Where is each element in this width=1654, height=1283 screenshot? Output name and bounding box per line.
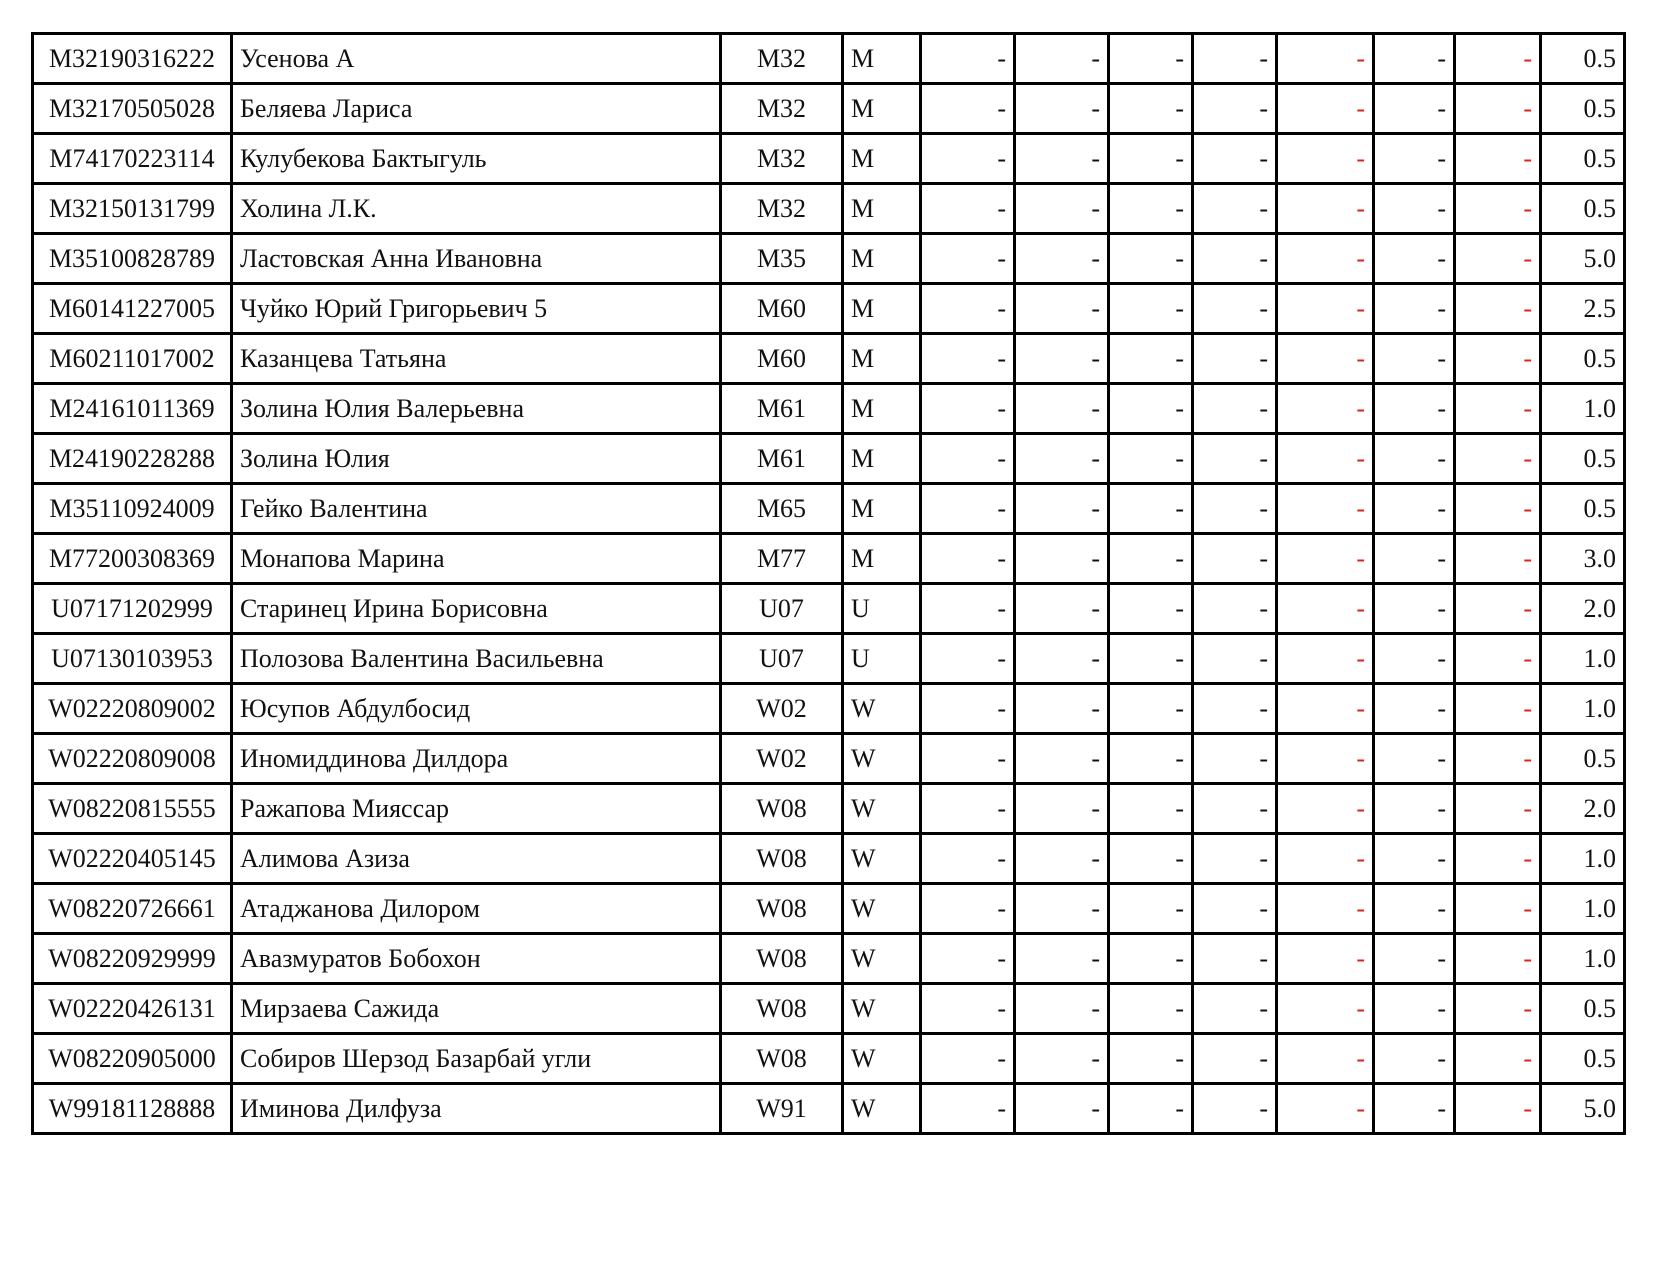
mark-cell: - — [1109, 434, 1193, 484]
mark-cell: - — [1109, 984, 1193, 1034]
category-cell: M — [843, 284, 921, 334]
mark-cell: - — [1193, 484, 1277, 534]
mark-cell: - — [1277, 34, 1374, 84]
mark-cell: - — [1277, 334, 1374, 384]
mark-cell: - — [1374, 834, 1455, 884]
mark-cell: - — [921, 284, 1015, 334]
mark-cell: - — [1455, 384, 1541, 434]
participant-name-cell: Алимова Азиза — [232, 834, 721, 884]
score-cell: 0.5 — [1541, 34, 1625, 84]
mark-cell: - — [1193, 634, 1277, 684]
score-cell: 1.0 — [1541, 384, 1625, 434]
score-cell: 0.5 — [1541, 984, 1625, 1034]
mark-cell: - — [921, 684, 1015, 734]
mark-cell: - — [1455, 684, 1541, 734]
mark-cell: - — [1109, 34, 1193, 84]
mark-cell: - — [1277, 684, 1374, 734]
mark-cell: - — [1455, 634, 1541, 684]
participant-id-cell: W08220815555 — [33, 784, 232, 834]
mark-cell: - — [1109, 634, 1193, 684]
mark-cell: - — [921, 834, 1015, 884]
mark-cell: - — [1109, 334, 1193, 384]
participant-name-cell: Холина Л.К. — [232, 184, 721, 234]
mark-cell: - — [1277, 134, 1374, 184]
mark-cell: - — [1015, 134, 1109, 184]
table-row — [33, 834, 1625, 884]
group-code-cell: M60 — [721, 284, 843, 334]
table-row — [33, 484, 1625, 534]
mark-cell: - — [1374, 384, 1455, 434]
mark-cell: - — [1455, 334, 1541, 384]
score-cell: 1.0 — [1541, 834, 1625, 884]
mark-cell: - — [921, 934, 1015, 984]
participant-id-cell: M32170505028 — [33, 84, 232, 134]
table-row — [33, 84, 1625, 134]
mark-cell: - — [1015, 334, 1109, 384]
mark-cell: - — [1193, 784, 1277, 834]
participant-id-cell: U07130103953 — [33, 634, 232, 684]
mark-cell: - — [921, 1034, 1015, 1084]
participant-id-cell: M24161011369 — [33, 384, 232, 434]
mark-cell: - — [1374, 1034, 1455, 1084]
group-code-cell: W08 — [721, 884, 843, 934]
mark-cell: - — [921, 734, 1015, 784]
group-code-cell: M32 — [721, 184, 843, 234]
participant-name-cell: Полозова Валентина Васильевна — [232, 634, 721, 684]
score-cell: 1.0 — [1541, 634, 1625, 684]
category-cell: W — [843, 684, 921, 734]
table-row — [33, 784, 1625, 834]
mark-cell: - — [1109, 384, 1193, 434]
score-cell: 0.5 — [1541, 734, 1625, 784]
mark-cell: - — [1277, 384, 1374, 434]
mark-cell: - — [1277, 584, 1374, 634]
mark-cell: - — [921, 384, 1015, 434]
mark-cell: - — [1455, 184, 1541, 234]
mark-cell: - — [1193, 34, 1277, 84]
mark-cell: - — [1015, 684, 1109, 734]
table-row — [33, 634, 1625, 684]
participant-name-cell: Усенова А — [232, 34, 721, 84]
table-row — [33, 734, 1625, 784]
category-cell: U — [843, 634, 921, 684]
mark-cell: - — [1015, 1034, 1109, 1084]
mark-cell: - — [1277, 1034, 1374, 1084]
participant-name-cell: Золина Юлия Валерьевна — [232, 384, 721, 434]
mark-cell: - — [921, 784, 1015, 834]
mark-cell: - — [1193, 584, 1277, 634]
mark-cell: - — [1015, 584, 1109, 634]
mark-cell: - — [921, 884, 1015, 934]
participant-name-cell: Старинец Ирина Борисовна — [232, 584, 721, 634]
table-row — [33, 134, 1625, 184]
mark-cell: - — [1374, 134, 1455, 184]
mark-cell: - — [1374, 734, 1455, 784]
mark-cell: - — [1455, 584, 1541, 634]
score-cell: 2.0 — [1541, 584, 1625, 634]
table-row — [33, 934, 1625, 984]
mark-cell: - — [1109, 1034, 1193, 1084]
category-cell: W — [843, 984, 921, 1034]
table-row — [33, 384, 1625, 434]
mark-cell: - — [1193, 1084, 1277, 1134]
group-code-cell: W02 — [721, 684, 843, 734]
category-cell: W — [843, 784, 921, 834]
mark-cell: - — [921, 134, 1015, 184]
participant-name-cell: Авазмуратов Бобохон — [232, 934, 721, 984]
participant-id-cell: M60211017002 — [33, 334, 232, 384]
participant-name-cell: Гейко Валентина — [232, 484, 721, 534]
group-code-cell: M65 — [721, 484, 843, 534]
participant-id-cell: W99181128888 — [33, 1084, 232, 1134]
mark-cell: - — [1455, 484, 1541, 534]
mark-cell: - — [1277, 1084, 1374, 1134]
mark-cell: - — [1374, 984, 1455, 1034]
participant-name-cell: Чуйко Юрий Григорьевич 5 — [232, 284, 721, 334]
mark-cell: - — [1109, 1084, 1193, 1134]
mark-cell: - — [1015, 984, 1109, 1034]
mark-cell: - — [1277, 284, 1374, 334]
participant-id-cell: W02220809008 — [33, 734, 232, 784]
participant-id-cell: W02220426131 — [33, 984, 232, 1034]
category-cell: W — [843, 1034, 921, 1084]
mark-cell: - — [1193, 434, 1277, 484]
score-cell: 0.5 — [1541, 434, 1625, 484]
score-cell: 1.0 — [1541, 884, 1625, 934]
group-code-cell: W08 — [721, 934, 843, 984]
mark-cell: - — [921, 484, 1015, 534]
mark-cell: - — [1015, 184, 1109, 234]
table-row — [33, 534, 1625, 584]
mark-cell: - — [1374, 684, 1455, 734]
participant-id-cell: W08220905000 — [33, 1034, 232, 1084]
mark-cell: - — [1374, 184, 1455, 234]
mark-cell: - — [1455, 834, 1541, 884]
mark-cell: - — [1015, 234, 1109, 284]
mark-cell: - — [1109, 684, 1193, 734]
mark-cell: - — [1374, 434, 1455, 484]
mark-cell: - — [1109, 284, 1193, 334]
category-cell: M — [843, 384, 921, 434]
mark-cell: - — [1193, 84, 1277, 134]
participant-name-cell: Золина Юлия — [232, 434, 721, 484]
table-row — [33, 334, 1625, 384]
group-code-cell: M60 — [721, 334, 843, 384]
table-row — [33, 434, 1625, 484]
mark-cell: - — [1193, 534, 1277, 584]
score-cell: 0.5 — [1541, 1034, 1625, 1084]
mark-cell: - — [1109, 534, 1193, 584]
mark-cell: - — [1193, 834, 1277, 884]
category-cell: M — [843, 134, 921, 184]
mark-cell: - — [1374, 634, 1455, 684]
mark-cell: - — [1193, 134, 1277, 184]
participant-id-cell: M77200308369 — [33, 534, 232, 584]
participant-id-cell: W02220809002 — [33, 684, 232, 734]
mark-cell: - — [1455, 234, 1541, 284]
mark-cell: - — [1455, 934, 1541, 984]
score-cell: 0.5 — [1541, 84, 1625, 134]
mark-cell: - — [1193, 384, 1277, 434]
participant-id-cell: W08220726661 — [33, 884, 232, 934]
mark-cell: - — [1193, 334, 1277, 384]
mark-cell: - — [921, 184, 1015, 234]
mark-cell: - — [921, 984, 1015, 1034]
category-cell: M — [843, 184, 921, 234]
mark-cell: - — [1455, 1084, 1541, 1134]
participant-name-cell: Иномиддинова Дилдора — [232, 734, 721, 784]
mark-cell: - — [921, 634, 1015, 684]
score-cell: 2.5 — [1541, 284, 1625, 334]
mark-cell: - — [1109, 584, 1193, 634]
mark-cell: - — [921, 1084, 1015, 1134]
mark-cell: - — [1015, 1084, 1109, 1134]
mark-cell: - — [1277, 534, 1374, 584]
mark-cell: - — [1109, 934, 1193, 984]
mark-cell: - — [1455, 134, 1541, 184]
group-code-cell: U07 — [721, 584, 843, 634]
table-row — [33, 34, 1625, 84]
participant-id-cell: W02220405145 — [33, 834, 232, 884]
mark-cell: - — [1109, 884, 1193, 934]
table-body — [33, 34, 1625, 1134]
category-cell: M — [843, 84, 921, 134]
group-code-cell: W08 — [721, 784, 843, 834]
category-cell: M — [843, 484, 921, 534]
participant-name-cell: Атаджанова Дилором — [232, 884, 721, 934]
mark-cell: - — [1374, 84, 1455, 134]
mark-cell: - — [1455, 284, 1541, 334]
mark-cell: - — [1015, 434, 1109, 484]
category-cell: W — [843, 834, 921, 884]
mark-cell: - — [1015, 934, 1109, 984]
table-row — [33, 1034, 1625, 1084]
mark-cell: - — [1015, 734, 1109, 784]
table-row — [33, 184, 1625, 234]
participant-name-cell: Кулубекова Бактыгуль — [232, 134, 721, 184]
mark-cell: - — [1277, 984, 1374, 1034]
mark-cell: - — [1015, 634, 1109, 684]
mark-cell: - — [1193, 1034, 1277, 1084]
mark-cell: - — [1015, 384, 1109, 434]
group-code-cell: W91 — [721, 1084, 843, 1134]
group-code-cell: M32 — [721, 34, 843, 84]
score-cell: 1.0 — [1541, 684, 1625, 734]
participant-name-cell: Собиров Шерзод Базарбай угли — [232, 1034, 721, 1084]
mark-cell: - — [1109, 834, 1193, 884]
mark-cell: - — [921, 234, 1015, 284]
mark-cell: - — [1109, 734, 1193, 784]
participant-name-cell: Ластовская Анна Ивановна — [232, 234, 721, 284]
mark-cell: - — [1109, 84, 1193, 134]
mark-cell: - — [1109, 134, 1193, 184]
mark-cell: - — [1374, 1084, 1455, 1134]
mark-cell: - — [1277, 484, 1374, 534]
mark-cell: - — [1277, 734, 1374, 784]
mark-cell: - — [1015, 34, 1109, 84]
category-cell: M — [843, 434, 921, 484]
mark-cell: - — [921, 584, 1015, 634]
mark-cell: - — [1277, 784, 1374, 834]
score-cell: 0.5 — [1541, 184, 1625, 234]
mark-cell: - — [1277, 184, 1374, 234]
participant-id-cell: M35100828789 — [33, 234, 232, 284]
mark-cell: - — [1374, 884, 1455, 934]
mark-cell: - — [1193, 284, 1277, 334]
category-cell: W — [843, 884, 921, 934]
group-code-cell: M61 — [721, 434, 843, 484]
category-cell: W — [843, 734, 921, 784]
mark-cell: - — [1277, 634, 1374, 684]
score-cell: 0.5 — [1541, 134, 1625, 184]
category-cell: M — [843, 334, 921, 384]
table-row — [33, 584, 1625, 634]
participant-name-cell: Казанцева Татьяна — [232, 334, 721, 384]
participant-name-cell: Юсупов Абдулбосид — [232, 684, 721, 734]
group-code-cell: M77 — [721, 534, 843, 584]
group-code-cell: W08 — [721, 834, 843, 884]
mark-cell: - — [1109, 184, 1193, 234]
group-code-cell: W08 — [721, 984, 843, 1034]
mark-cell: - — [921, 34, 1015, 84]
category-cell: M — [843, 234, 921, 284]
category-cell: M — [843, 34, 921, 84]
mark-cell: - — [1455, 1034, 1541, 1084]
mark-cell: - — [1015, 784, 1109, 834]
mark-cell: - — [1277, 834, 1374, 884]
category-cell: W — [843, 934, 921, 984]
category-cell: U — [843, 584, 921, 634]
mark-cell: - — [1455, 734, 1541, 784]
participant-id-cell: M32190316222 — [33, 34, 232, 84]
score-cell: 3.0 — [1541, 534, 1625, 584]
score-cell: 0.5 — [1541, 484, 1625, 534]
mark-cell: - — [1374, 234, 1455, 284]
group-code-cell: U07 — [721, 634, 843, 684]
participant-id-cell: M35110924009 — [33, 484, 232, 534]
participant-id-cell: M60141227005 — [33, 284, 232, 334]
mark-cell: - — [1455, 884, 1541, 934]
score-cell: 0.5 — [1541, 334, 1625, 384]
table-row — [33, 1084, 1625, 1134]
participant-id-cell: M24190228288 — [33, 434, 232, 484]
participant-name-cell: Беляева Лариса — [232, 84, 721, 134]
mark-cell: - — [1015, 884, 1109, 934]
group-code-cell: W02 — [721, 734, 843, 784]
mark-cell: - — [1374, 784, 1455, 834]
score-cell: 2.0 — [1541, 784, 1625, 834]
score-cell: 1.0 — [1541, 934, 1625, 984]
mark-cell: - — [1455, 784, 1541, 834]
mark-cell: - — [1109, 484, 1193, 534]
participant-id-cell: W08220929999 — [33, 934, 232, 984]
group-code-cell: M61 — [721, 384, 843, 434]
mark-cell: - — [1193, 984, 1277, 1034]
mark-cell: - — [1455, 534, 1541, 584]
mark-cell: - — [1374, 334, 1455, 384]
mark-cell: - — [1277, 84, 1374, 134]
group-code-cell: M35 — [721, 234, 843, 284]
participant-id-cell: M32150131799 — [33, 184, 232, 234]
participant-name-cell: Ражапова Мияссар — [232, 784, 721, 834]
mark-cell: - — [1109, 234, 1193, 284]
mark-cell: - — [1374, 284, 1455, 334]
category-cell: M — [843, 534, 921, 584]
table-row — [33, 234, 1625, 284]
mark-cell: - — [1277, 234, 1374, 284]
mark-cell: - — [1193, 184, 1277, 234]
participant-name-cell: Мирзаева Сажида — [232, 984, 721, 1034]
mark-cell: - — [1455, 84, 1541, 134]
score-cell: 5.0 — [1541, 1084, 1625, 1134]
score-cell: 5.0 — [1541, 234, 1625, 284]
mark-cell: - — [1015, 284, 1109, 334]
table-row — [33, 984, 1625, 1034]
mark-cell: - — [921, 434, 1015, 484]
mark-cell: - — [921, 84, 1015, 134]
participant-id-cell: U07171202999 — [33, 584, 232, 634]
mark-cell: - — [1193, 934, 1277, 984]
participant-name-cell: Иминова Дилфуза — [232, 1084, 721, 1134]
mark-cell: - — [1374, 934, 1455, 984]
participant-name-cell: Монапова Марина — [232, 534, 721, 584]
mark-cell: - — [921, 334, 1015, 384]
mark-cell: - — [1193, 734, 1277, 784]
mark-cell: - — [1374, 534, 1455, 584]
mark-cell: - — [1109, 784, 1193, 834]
mark-cell: - — [1193, 884, 1277, 934]
mark-cell: - — [1455, 434, 1541, 484]
mark-cell: - — [1015, 484, 1109, 534]
mark-cell: - — [921, 534, 1015, 584]
results-table — [31, 32, 1626, 1135]
mark-cell: - — [1277, 434, 1374, 484]
mark-cell: - — [1455, 984, 1541, 1034]
table-row — [33, 284, 1625, 334]
mark-cell: - — [1277, 884, 1374, 934]
mark-cell: - — [1015, 834, 1109, 884]
mark-cell: - — [1193, 684, 1277, 734]
mark-cell: - — [1374, 34, 1455, 84]
mark-cell: - — [1277, 934, 1374, 984]
table-row — [33, 884, 1625, 934]
mark-cell: - — [1015, 84, 1109, 134]
group-code-cell: W08 — [721, 1034, 843, 1084]
group-code-cell: M32 — [721, 84, 843, 134]
mark-cell: - — [1374, 584, 1455, 634]
category-cell: W — [843, 1084, 921, 1134]
mark-cell: - — [1015, 534, 1109, 584]
group-code-cell: M32 — [721, 134, 843, 184]
mark-cell: - — [1374, 484, 1455, 534]
mark-cell: - — [1193, 234, 1277, 284]
participant-id-cell: M74170223114 — [33, 134, 232, 184]
mark-cell: - — [1455, 34, 1541, 84]
table-row — [33, 684, 1625, 734]
